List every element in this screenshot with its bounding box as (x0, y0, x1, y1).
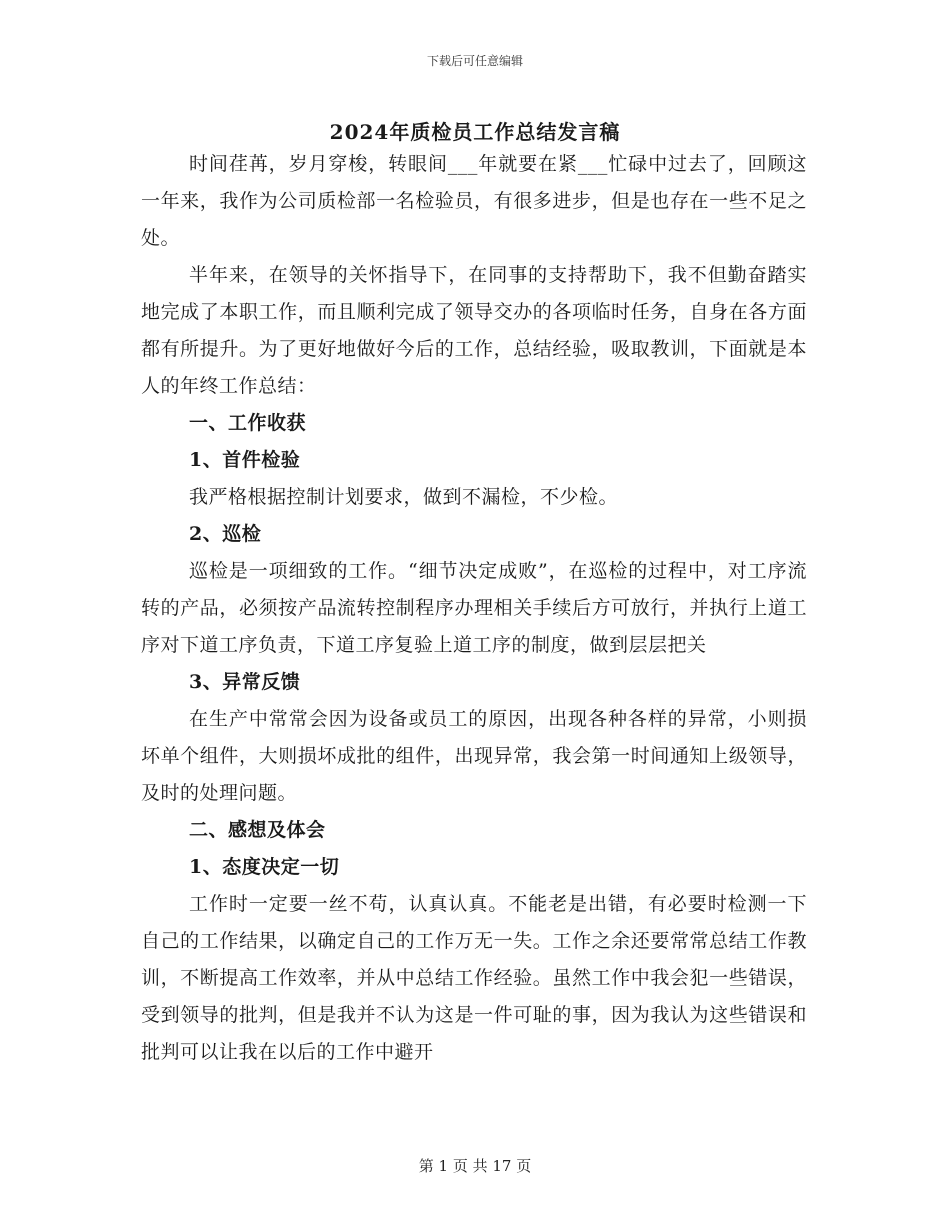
document-title: 2024年质检员工作总结发言稿 (329, 120, 621, 144)
paragraph-intro: 时间荏苒，岁月穿梭，转眼间___年就要在紧___忙碌中过去了，回顾这一年来，我作为公司质检部一名检验员，有很多进步，但是也存在一些不足之处。 (141, 153, 807, 249)
subheading-attitude: 1、态度决定一切 (189, 856, 340, 878)
paragraph-attitude: 工作时一定要一丝不苟，认真认真。不能老是出错，有必要时检测一下自己的工作结果，以确定自己的工作万无一失。工作之余还要常常总结工作教训，不断提高工作效率，并从中总结工作经验。虽然工作中我会犯一些错误，受到领导的批判，但是我并不认为这是一件可耻的事，因为我认为这些错误和批判可以让我在以后的工作中避开 (141, 893, 807, 1063)
paragraph-anomaly: 在生产中常常会因为设备或员工的原因，出现各种各样的异常，小则损坏单个组件，大则损坏成批的组件，出现异常，我会第一时间通知上级领导，及时的处理问题。 (141, 708, 807, 804)
section-heading-gains: 一、工作收获 (189, 412, 307, 434)
paragraph-first-article: 我严格根据控制计划要求，做到不漏检，不少检。 (189, 486, 619, 508)
header-note: 下载后可任意编辑 (426, 54, 523, 68)
section-heading-reflections: 二、感想及体会 (189, 819, 326, 841)
subheading-anomaly: 3、异常反馈 (189, 671, 301, 693)
page-footer: 第 1 页 共 17 页 (418, 1157, 532, 1175)
subheading-patrol: 2、巡检 (189, 523, 262, 545)
document-body (141, 146, 807, 1071)
paragraph-patrol: 巡检是一项细致的工作。“细节决定成败”，在巡检的过程中，对工序流转的产品，必须按产品流转控制程序办理相关手续后方可放行，并执行上道工序对下道工序负责，下道工序复验上道工序的制度，做到层层把关 (141, 560, 807, 656)
subheading-first-article: 1、首件检验 (189, 449, 301, 471)
paragraph-summary: 半年来，在领导的关怀指导下，在同事的支持帮助下，我不但勤奋踏实地完成了本职工作，而且顺利完成了领导交办的各项临时任务，自身在各方面都有所提升。为了更好地做好今后的工作，总结经验，吸取教训，下面就是本人的年终工作总结： (141, 264, 807, 397)
